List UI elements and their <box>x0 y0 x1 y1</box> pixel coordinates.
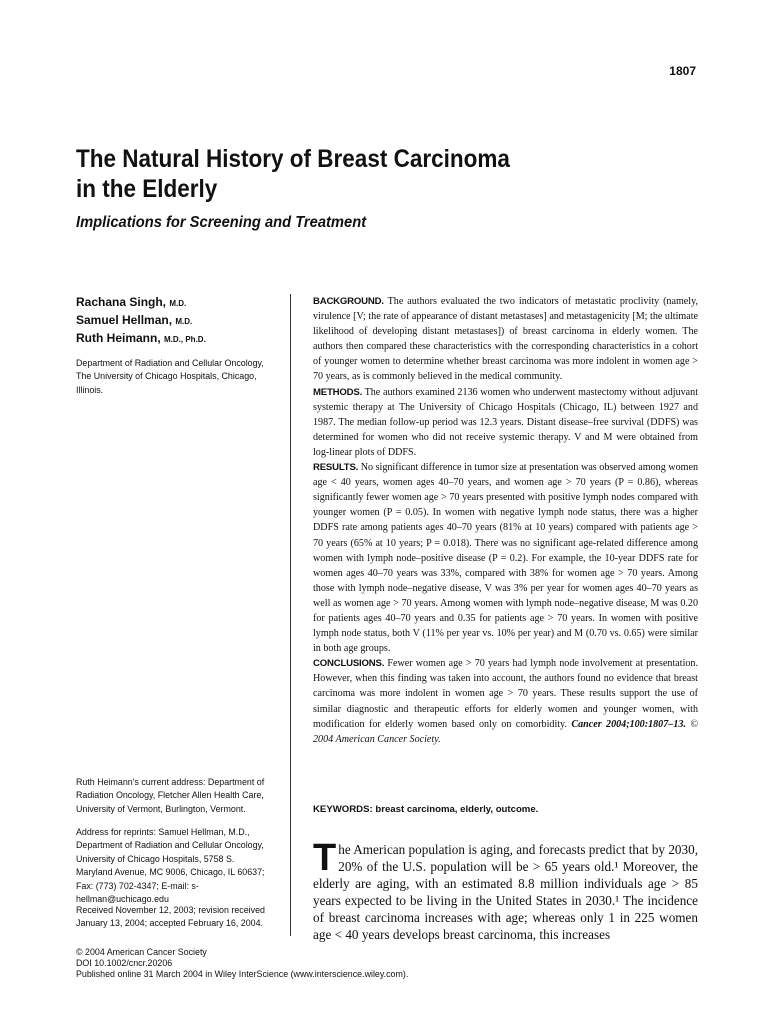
section-heading: BACKGROUND. <box>313 296 384 307</box>
reprints-address: Address for reprints: Samuel Hellman, M.D., Department of Radiation and Cellular Oncology, University of Chicago Hospitals, 5758 S. Maryland Avenue, MC 9006, Chicago, IL 60637; Fax: (773) 702-4347; E-mail: s-hellman@uchicago.edu <box>76 827 265 905</box>
author-degree: M.D. <box>169 299 187 308</box>
abstract <box>313 294 698 747</box>
abstract-background <box>313 294 698 385</box>
section-heading: CONCLUSIONS. <box>313 658 385 670</box>
article-title <box>76 144 580 204</box>
current-address-note: Ruth Heimann's current address: Department of Radiation Oncology, Fletcher Allen Health Care, University of Vermont, Burlington, Vermont. <box>76 777 265 814</box>
author-list <box>76 294 286 348</box>
author-name: Rachana Singh, <box>76 295 167 309</box>
page-number: 1807 <box>669 64 696 78</box>
author-degree: M.D. <box>175 317 193 326</box>
author-1 <box>76 294 286 312</box>
publication-footer <box>76 947 408 980</box>
title-line-2: in the Elderly <box>76 175 218 203</box>
column-divider <box>290 294 291 936</box>
footer-copyright: © 2004 American Cancer Society <box>76 947 207 957</box>
received-dates: Received November 12, 2003; revision received January 13, 2004; accepted February 16, 2004. <box>76 905 265 929</box>
section-heading: METHODS. <box>313 386 363 398</box>
abstract-results <box>313 460 698 656</box>
footer-doi: DOI 10.1002/cncr.20206 <box>76 958 173 968</box>
section-text: The authors examined 2136 women who underwent mastectomy without adjuvant systemic therapy at The University of Chicago Hospitals (Chicago, IL) between 1927 and 1987. The median follow-up period was 12.3 years. Distant disease–free survival (DDFS) was determined for women who did not receive systemic therapy. V and M were obtained from log-linear plots of DDFS. <box>313 386 698 458</box>
section-text: The authors evaluated the two indicators of metastatic proclivity (namely, virulence [V; the rate of appearance of distant metastases] and metastagenicity [M; the ultimate likelihood of developing distant metastases]) of breast carcinoma in elderly women. The authors then compared these characteristics with the corresponding characteristics in a cohort of younger women to determine whether breast carcinoma was more indolent in women age > 70 years, as is commonly believed in the medical community. <box>313 296 699 383</box>
intro-paragraph <box>313 837 698 943</box>
author-name: Samuel Hellman, <box>76 313 173 327</box>
copyright: © 2004 American Cancer Society. <box>313 718 699 745</box>
author-degree: M.D., Ph.D. <box>164 335 206 344</box>
footer-published: Published online 31 March 2004 in Wiley InterScience (www.interscience.wiley.com). <box>76 969 409 979</box>
author-3 <box>76 330 286 348</box>
abstract-methods <box>313 385 698 460</box>
intro-text: he American population is aging, and forecasts predict that by 2030, 20% of the U.S. population will be > 65 years old.¹ Moreover, the elderly are aging, with an estimated 8.8 million individuals age > 85 years expected to be living in the United States in 2030.¹ The incidence of breast carcinoma increases with age; whereas only 1 in 225 women age < 40 years develops breast carcinoma, this increases <box>313 842 698 942</box>
drop-cap: T <box>313 837 337 879</box>
author-name: Ruth Heimann, <box>76 331 161 345</box>
abstract-conclusions <box>313 656 698 747</box>
author-2 <box>76 312 286 330</box>
section-heading: RESULTS. <box>313 462 359 474</box>
author-affiliation: Department of Radiation and Cellular Oncology, The University of Chicago Hospitals, Chicago, Illinois. <box>76 358 264 395</box>
section-text: No significant difference in tumor size at presentation was observed among women age < 40 years, women ages 40–70 years, and women age > 70 years (P = 0.86), whereas significantly fewer women age > 70 years presented with positive lymph nodes compared with younger women (P = 0.05). In women with negative lymph node status, there was a higher DDFS rate among patients ages 40–70 years (81% at 10 years) compared with patients age > 70 years (65% at 10 years; P = 0.018). There was no significant age-related difference among women with lymph node–positive disease (P = 0.2). For example, the 10-year DDFS rate for women ages 40–70 years was 33%, compared with 38% for women age > 70 years. Among those with lymph node–negative disease, V was 3% per year for women ages 40–70 years as well as women age > 70 years. Among women with lymph node–negative disease, M was 0.20 for patients ages 40–70 years and 0.35 for patients age > 70 years. In women with positive lymph node status, both V (11% per year vs. 10% per year) and M (0.70 vs. 0.65) were similar in both age groups. <box>313 462 699 655</box>
keywords: KEYWORDS: breast carcinoma, elderly, outcome. <box>313 804 539 815</box>
citation: Cancer 2004;100:1807–13. <box>571 718 686 730</box>
article-subtitle: Implications for Screening and Treatment <box>76 214 367 231</box>
title-line-1: The Natural History of Breast Carcinoma <box>76 145 510 173</box>
section-text: Fewer women age > 70 years had lymph node involvement at presentation. However, when this finding was taken into account, the authors found no evidence that breast carcinoma was more indolent in women age > 70 years. These results support the use of similar diagnostic and therapeutic efforts for elderly women and younger women, with modification for elderly women based only on comorbidity. <box>313 658 698 730</box>
